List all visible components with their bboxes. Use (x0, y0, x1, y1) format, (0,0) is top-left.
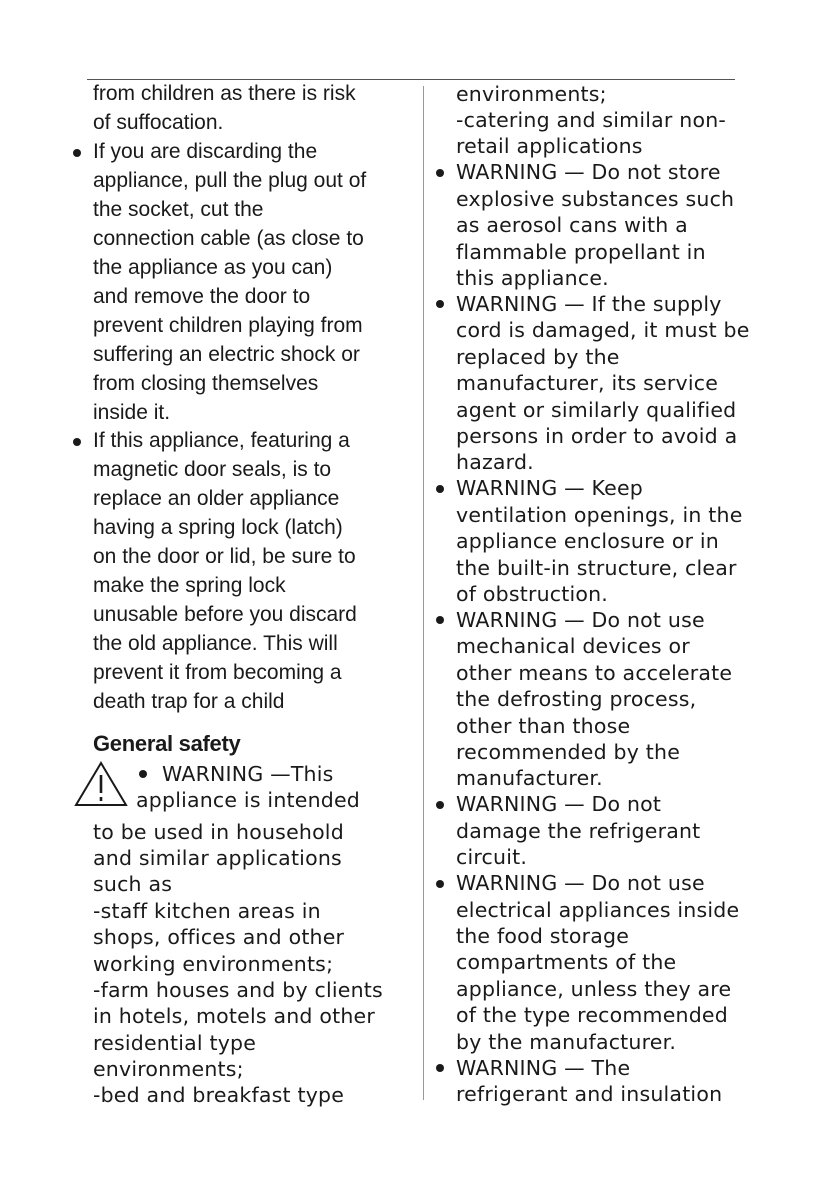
text-line: hazard. (456, 450, 534, 474)
text-line: the defrosting process, (456, 687, 697, 711)
text-line: the socket, cut the (93, 198, 264, 221)
text-line: WARNING — If the supply (456, 292, 722, 316)
bullet-dot (436, 169, 444, 177)
bullet-dot (73, 438, 81, 446)
text-line: appliance is intended (136, 788, 360, 812)
text-line: by the manufacturer. (456, 1030, 677, 1054)
text-line: -staff kitchen areas in (93, 899, 321, 923)
text-line: refrigerant and insulation (456, 1082, 723, 1106)
text-line: from children as there is risk (93, 82, 356, 105)
text-line: inside it. (93, 401, 171, 424)
text-line: to be used in household (93, 820, 344, 844)
text-line: having a spring lock (latch) (93, 516, 343, 539)
text-line: recommended by the (456, 740, 681, 764)
text-line: -bed and breakfast type (93, 1083, 345, 1107)
column-divider (423, 86, 424, 1100)
text-line: replaced by the (456, 345, 620, 369)
text-line: -catering and similar non- (456, 108, 726, 132)
text-line: make the spring lock (93, 574, 286, 597)
text-line: WARNING — Do not use (456, 608, 705, 632)
bullet-dot (436, 300, 444, 308)
text-line: If you are discarding the (93, 140, 318, 163)
text-line: electrical appliances inside (456, 898, 740, 922)
text-line: the food storage (456, 924, 630, 948)
text-line: in hotels, motels and other (93, 1004, 375, 1028)
text-line: unusable before you discard (93, 603, 357, 626)
text-line: WARNING — Do not use (456, 871, 705, 895)
text-line: WARNING —This (162, 762, 334, 786)
text-line: the appliance as you can) (93, 256, 333, 279)
bullet-dot (436, 485, 444, 493)
text-line: as aerosol cans with a (456, 213, 688, 237)
text-line: and remove the door to (93, 285, 311, 308)
text-line: from closing themselves (93, 372, 319, 395)
text-line: WARNING — The (456, 1056, 631, 1080)
text-line: suffering an electric shock or (93, 343, 360, 366)
text-line: circuit. (456, 845, 528, 869)
text-line: death trap for a child (93, 690, 285, 713)
warning-triangle-icon (74, 760, 128, 808)
text-line: If this appliance, featuring a (93, 429, 350, 452)
text-line: other means to accelerate (456, 661, 733, 685)
text-line: manufacturer, its service (456, 371, 719, 395)
text-line: the built-in structure, clear (456, 556, 737, 580)
text-line: cord is damaged, it must be (456, 318, 750, 342)
text-line: replace an older appliance (93, 487, 340, 510)
text-line: WARNING — Keep (456, 476, 644, 500)
text-line: agent or similarly qualified (456, 398, 737, 422)
text-line: prevent children playing from (93, 314, 363, 337)
text-line: manufacturer. (456, 766, 603, 790)
text-line: WARNING — Do not (456, 792, 662, 816)
text-line: prevent it from becoming a (93, 661, 342, 684)
text-line: and similar applications (93, 846, 342, 870)
text-line: shops, offices and other (93, 925, 345, 949)
text-line: retail applications (456, 134, 643, 158)
bullet-dot (436, 1064, 444, 1072)
section-heading: General safety (93, 731, 241, 756)
text-line: of the type recommended (456, 1003, 728, 1027)
text-line: ventilation openings, in the (456, 503, 743, 527)
bullet-dot (436, 616, 444, 624)
header-rule (87, 79, 735, 80)
text-line: of suffocation. (93, 111, 224, 134)
text-line: compartments of the (456, 950, 677, 974)
text-line: environments; (93, 1057, 244, 1081)
bullet-dot (436, 880, 444, 888)
text-line: WARNING — Do not store (456, 160, 721, 184)
text-line: such as (93, 872, 173, 896)
text-line: appliance enclosure or in (456, 529, 720, 553)
text-line: damage the refrigerant (456, 819, 701, 843)
text-line: flammable propellant in (456, 240, 706, 264)
text-line: mechanical devices or (456, 634, 690, 658)
text-line: appliance, unless they are (456, 977, 732, 1001)
text-line: this appliance. (456, 266, 609, 290)
text-line: on the door or lid, be sure to (93, 545, 356, 568)
text-line: working environments; (93, 952, 334, 976)
text-line: appliance, pull the plug out of (93, 169, 367, 192)
text-line: other than those (456, 714, 631, 738)
text-line: of obstruction. (456, 582, 609, 606)
bullet-dot (73, 149, 81, 157)
text-line: magnetic door seals, is to (93, 458, 332, 481)
text-line: -farm houses and by clients (93, 978, 383, 1002)
text-line: residential type (93, 1031, 257, 1055)
text-line: connection cable (as close to (93, 227, 364, 250)
text-line: persons in order to avoid a (456, 424, 738, 448)
text-line: the old appliance. This will (93, 632, 338, 655)
bullet-dot (436, 801, 444, 809)
text-line: environments; (456, 82, 607, 106)
bullet-dot (139, 770, 147, 778)
text-line: explosive substances such (456, 187, 735, 211)
